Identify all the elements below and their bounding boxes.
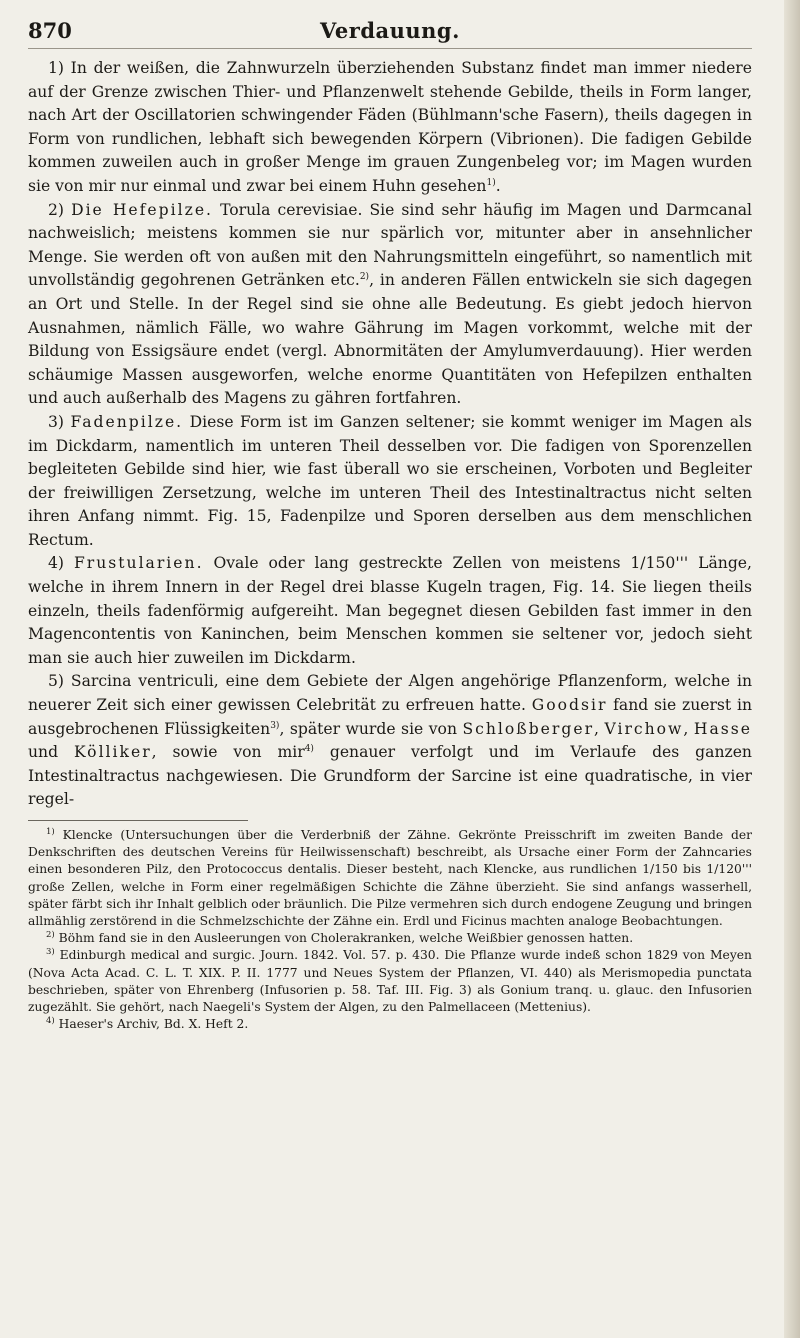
page-header: [28, 14, 752, 49]
section-heading-fadenpilze: Fadenpilze.: [70, 412, 184, 431]
footnote-4: $^{4)}$ Haeser's Archiv, Bd. X. Heft 2.: [46, 1016, 249, 1032]
author-virchow: Virchow: [604, 719, 684, 738]
footnote-1: $^{1)}$ Klencke (Untersuchungen über die Verderbniß der Zähne. Gekrönte Preisschrift im zweiten Bande der Denkschriften des deutschen Vereins für Heilwissenschaft) beschreibt, als Ursache einer Form der Zahncaries einen besonderen Pilz, den Protococcus dentalis. Dieser besteht, nach Klencke, aus rundlichen 1/150 bis 1/120''' große Zellen, welche in Form einer regelmäßigen Schichte die Zähne überzieht. Sie sind anfangs wasserhell, später färbt sich ihr Inhalt gelblich oder bräunlich. Die Pilze vermehren sich durch endogene Zeugung und bringen allmählig zerstörend in die Schmelzschichte der Zähne ein. Erdl und Ficinus machten analoge Beobachtungen.: [28, 826, 752, 929]
author-koelliker: Kölliker: [73, 743, 152, 762]
author-hasse: Hasse: [693, 719, 752, 738]
paragraph-3: 3) Fadenpilze. Diese Form ist im Ganzen seltener; sie kommt weniger im Magen als im Dickdarm, namentlich im unteren Theil desselben vor. Die fadigen von Sporenzellen begleiteten Gebilde sind hier, wie fast überall wo sie erscheinen, Vorboten und Begleiter der freiwilligen Zersetzung, welche im unteren Theil des Intestinaltractus nicht selten ihren Anfang nimmt. Fig. 15, Fadenpilze und Sporen derselben aus dem menschlichen Rectum.: [28, 412, 752, 549]
paragraph-5: 5) Sarcina ventriculi, eine dem Gebiete der Algen angehörige Pflanzenform, welche in neuerer Zeit sich einer gewissen Celebrität zu erfreuen hatte. Goodsir fand sie zuerst in ausgebrochenen Flüssigkeiten$^{3)}$, später wurde sie von Schloßberger, Virchow, Hasse und Kölliker, sowie von mir$^{4)}$ genauer verfolgt und im Verlaufe des ganzen Intestinaltractus nachgewiesen. Die Grundform der Sarcine ist eine quadratische, in vier regel-: [28, 672, 752, 809]
section-heading-frustularien: Frustularien.: [73, 554, 204, 573]
section-heading-hefepilze: Die Hefepilze.: [71, 200, 214, 219]
paragraph-1: 1) In der weißen, die Zahnwurzeln überziehenden Substanz findet man immer niedere auf der Grenze zwischen Thier- und Pflanzenwelt stehende Gebilde, theils in Form langer, nach Art der Oscillatorien schwingender Fäden (Bühlmann'sche Fasern), theils dagegen in Form von rundlichen, lebhaft sich bewegenden Körpern (Vibrionen). Die fadigen Gebilde kommen zuweilen auch in großer Menge im grauen Zungenbeleg vor; im Magen wurden sie von mir nur einmal und zwar bei einem Huhn gesehen$^{1)}$.: [28, 59, 752, 195]
footnote-2: $^{2)}$ Böhm fand sie in den Ausleerungen von Cholerakranken, welche Weißbier genossen hatten.: [46, 930, 634, 946]
paragraph-2: 2) Die Hefepilze. Torula cerevisiae. Sie sind sehr häufig im Magen und Darmcanal nachweislich; meistens kommen sie nur spärlich vor, mitunter aber in ansehnlicher Menge. Sie werden oft von außen mit den Nahrungsmitteln eingeführt, so namentlich mit unvollständig gegohrenen Getränken etc.$^{2)}$, in anderen Fällen entwickeln sie sich dagegen an Ort und Stelle. In der Regel sind sie ohne alle Bedeutung. Es giebt jedoch hiervon Ausnahmen, nämlich Fälle, wo wahre Gährung im Magen vorkommt, welche mit der Bildung von Essigsäure endet (vergl. Abnormitäten der Amylumverdauung). Hier werden schäumige Massen ausgeworfen, welche enorme Quantitäten von Hefepilzen enthalten und auch außerhalb des Magens zu gähren fortfahren.: [28, 200, 752, 408]
page-edge-shadow: [784, 0, 800, 1338]
footnote-ref-4: 4): [304, 744, 314, 755]
author-schlossberger: Schloßberger: [462, 719, 595, 738]
footnote-3: $^{3)}$ Edinburgh medical and surgic. Journ. 1842. Vol. 57. p. 430. Die Pflanze wurde indeß schon 1829 von Meyen (Nova Acta Acad. C. L. T. XIX. P. II. 1777 und Neues System der Pflanzen, VI. 440) als Merismopedia punctata beschrieben, später von Ehrenberg (Infusorien p. 58. Taf. III. Fig. 3) als Gonium tranq. u. glauc. den Infusorien zugezählt. Sie gehört, nach Naegeli's System der Algen, zu den Palmellaceen (Mettenius).: [28, 947, 752, 1015]
footnote-ref-2: 2): [359, 272, 370, 283]
running-head: Verdauung.: [320, 18, 460, 43]
footnote-ref-3: 3): [270, 720, 280, 731]
main-text: [28, 57, 752, 812]
footnote-divider: [28, 820, 248, 821]
footnote-ref-1: 1): [486, 177, 496, 188]
paragraph-4: 4) Frustularien. Ovale oder lang gestreckte Zellen von meistens 1/150''' Länge, welche in ihrem Innern in der Regel drei blasse Kugeln tragen, Fig. 14. Sie liegen theils einzeln, theils fadenförmig aufgereiht. Man begegnet diesen Gebilden fast immer in den Magencontentis von Kaninchen, beim Menschen kommen sie seltener vor, jedoch sieht man sie auch hier zuweilen im Dickdarm.: [28, 554, 752, 667]
footnotes: [28, 827, 752, 1033]
author-goodsir: Goodsir: [531, 696, 608, 715]
page-number: 870: [28, 18, 72, 43]
